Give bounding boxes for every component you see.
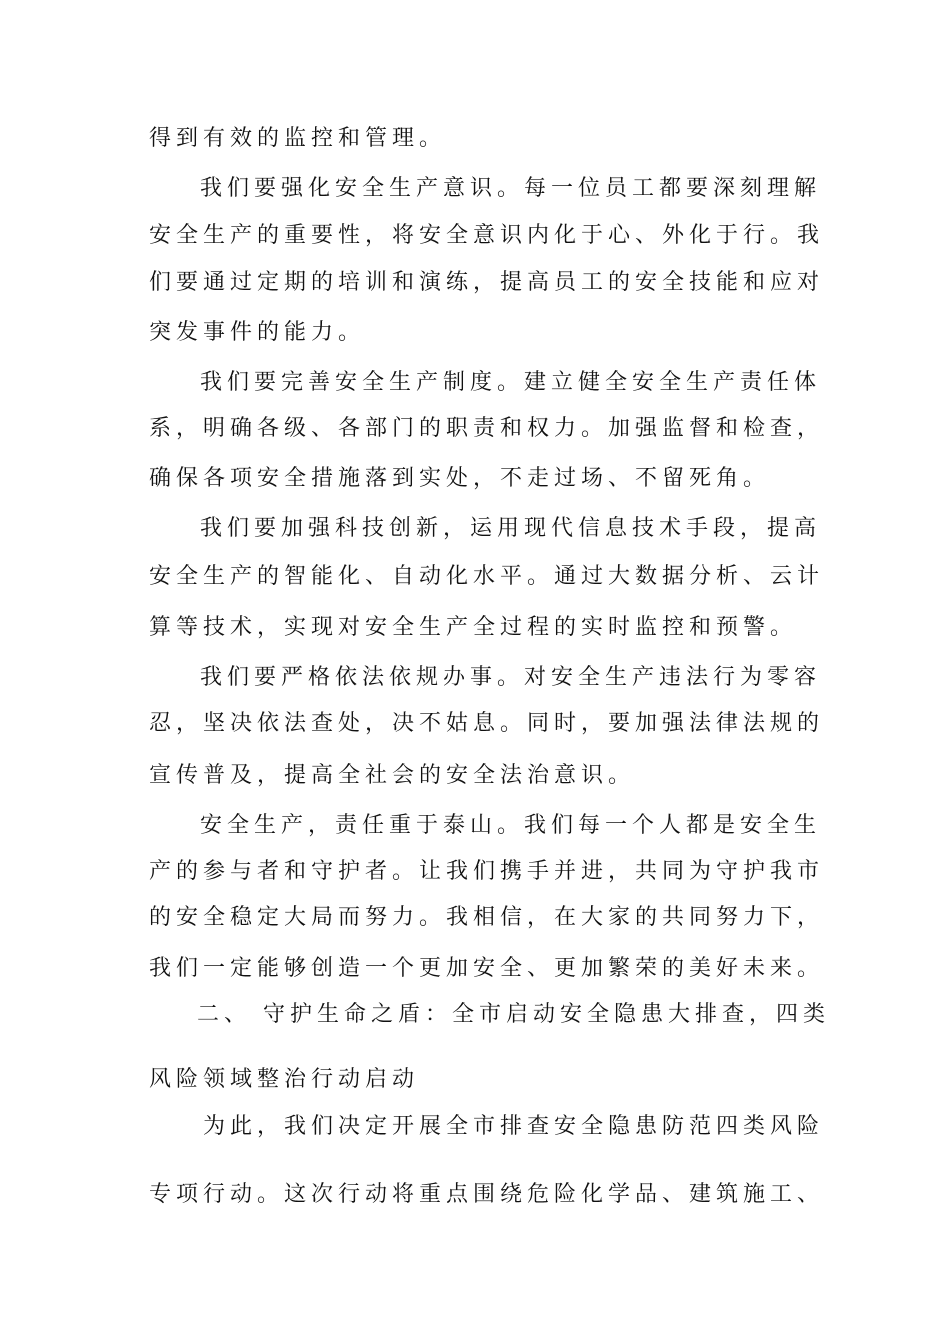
text-line: 们要通过定期的培训和演练，提高员工的安全技能和应对 [149, 270, 825, 295]
text-line: 安全生产，责任重于泰山。我们每一个人都是安全生 [200, 813, 822, 838]
section-heading: 风险领域整治行动启动 [149, 1067, 420, 1092]
text-line: 产的参与者和守护者。让我们携手并进，共同为守护我市 [149, 859, 825, 884]
text-line: 宣传普及，提高全社会的安全法治意识。 [149, 763, 636, 788]
text-line: 我们一定能够创造一个更加安全、更加繁荣的美好未来。 [149, 956, 825, 981]
text-line: 忍，坚决依法查处，决不姑息。同时，要加强法律法规的 [149, 711, 825, 736]
text-line: 系，明确各级、各部门的职责和权力。加强监督和检查， [149, 416, 825, 441]
text-line: 我们要严格依法依规办事。对安全生产违法行为零容 [200, 665, 822, 690]
text-line: 我们要强化安全生产意识。每一位员工都要深刻理解 [200, 176, 822, 201]
text-line: 确保各项安全措施落到实处，不走过场、不留死角。 [149, 466, 771, 491]
text-line: 专项行动。这次行动将重点围绕危险化学品、建筑施工、 [149, 1182, 825, 1207]
text-line: 算等技术，实现对安全生产全过程的实时监控和预警。 [149, 615, 798, 640]
text-line: 为此，我们决定开展全市排查安全隐患防范四类风险 [203, 1114, 825, 1139]
text-line: 我们要完善安全生产制度。建立健全安全生产责任体 [200, 370, 822, 395]
text-line: 安全生产的智能化、自动化水平。通过大数据分析、云计 [149, 564, 825, 589]
text-line: 的安全稳定大局而努力。我相信，在大家的共同努力下， [149, 905, 825, 930]
text-line: 我们要加强科技创新，运用现代信息技术手段，提高 [200, 516, 822, 541]
text-line: 突发事件的能力。 [149, 320, 366, 345]
text-line: 安全生产的重要性，将安全意识内化于心、外化于行。我 [149, 223, 825, 248]
text-line: 得到有效的监控和管理。 [149, 126, 447, 151]
section-heading: 二、 守护生命之盾：全市启动安全隐患大排查，四类 [197, 1002, 830, 1027]
